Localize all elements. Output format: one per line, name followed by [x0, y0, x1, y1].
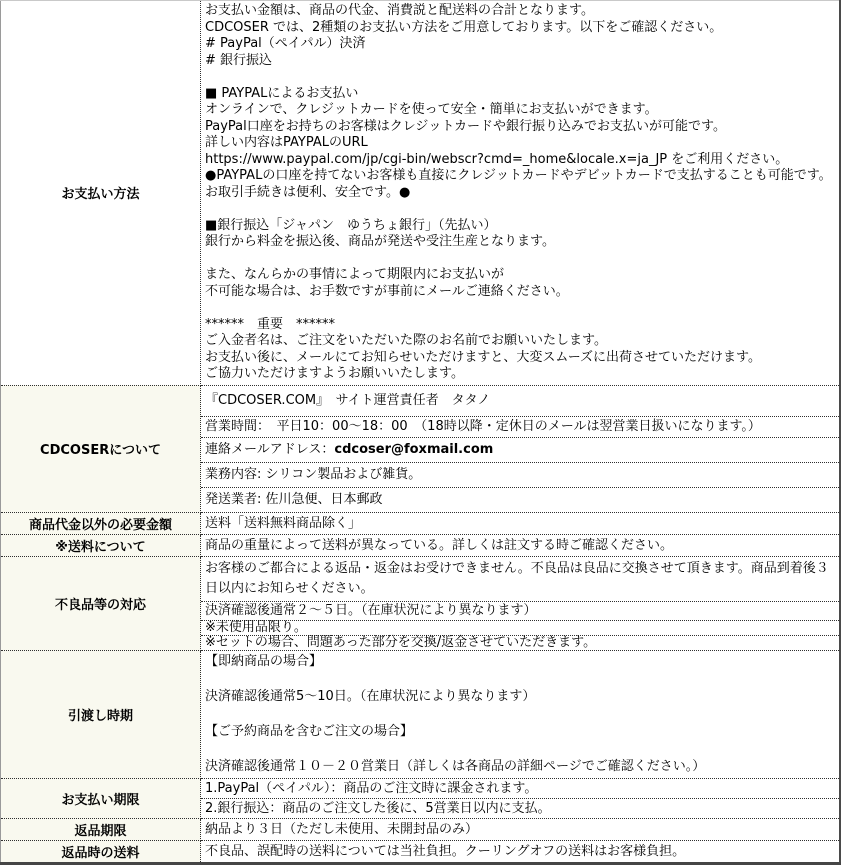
text-line: PayPal口座をお持ちのお客様はクレジットカードや銀行振り込みでお支払いが可能です。: [205, 118, 726, 134]
text-line: ■ PAYPALによるお支払い: [205, 85, 359, 101]
header-defective-items: 不良品等の対応: [1, 556, 201, 650]
text-line: 決済確認後通常１０－２０営業日（詳しくは各商品の詳細ページでご確認ください。）: [205, 759, 706, 775]
header-about-cdcoser: CDCOSERについて: [1, 385, 201, 512]
cell-payment-deadline: [201, 778, 841, 818]
table-row: [1, 385, 841, 512]
return-deadline-text: 納品より３日（ただし未使用、未開封品のみ）: [205, 821, 479, 837]
table-row: [1, 818, 841, 840]
shipping-note-text: 商品の重量によって送料が異なっている。詳しくは註文する時ご確認ください。: [205, 537, 674, 553]
header-delivery-time: 引渡し時期: [1, 650, 201, 778]
defective-processing-time-text: 決済確認後通常２～５日。（在庫状況により異なります）: [201, 602, 839, 621]
text-line: [205, 69, 835, 86]
contact-email-address: cdcoser@foxmail.com: [334, 441, 494, 457]
text-line: # PayPal（ペイパル）決済: [205, 36, 366, 51]
text-line: お支払い金額は、商品の代金、消費説と配送料の合計となります。: [205, 3, 594, 18]
text-line: [205, 670, 835, 688]
cell-return-deadline: [201, 818, 841, 840]
cell-return-shipping: [201, 840, 841, 863]
table-row: [1, 778, 841, 818]
cell-extra-fees: [201, 512, 841, 534]
extra-fees-text: 送料「送料無料商品除く」: [205, 515, 362, 531]
text-line: 決済確認後通常5～10日。（在庫状況により異なります）: [205, 688, 536, 704]
text-line: ご入金者名は、ご注文をいただいた際のお名前でお願いいたします。: [205, 333, 607, 348]
cell-delivery-time: [201, 650, 841, 778]
text-line: [205, 251, 835, 268]
header-payment-deadline: お支払い期限: [1, 778, 201, 818]
text-line: 【即納商品の場合】: [205, 653, 323, 669]
table-row: [1, 556, 841, 650]
text-line: [205, 705, 835, 723]
text-line: [205, 740, 835, 758]
text-line: また、なんらかの事情によって期限内にお支払いが: [205, 267, 505, 282]
text-line: ●PAYPALの口座を持てないお客様も直接にクレジットカードやデビットカードで支払することも可能です。: [205, 168, 832, 183]
text-line: ■銀行振込「ジャパン ゆうちょ銀行」（先払い）: [205, 217, 497, 233]
text-line: 不可能な場合は、お手数ですが事前にメールご連絡ください。: [205, 283, 569, 299]
header-return-deadline: 返品期限: [1, 818, 201, 840]
header-return-shipping: 返品時の送料: [1, 840, 201, 863]
text-line: 銀行から料金を振込後、商品が発送や受注生産となります。: [205, 234, 555, 249]
text-line: https://www.paypal.com/jp/cgi-bin/webscr?cmd=_home&locale.x=ja_JP をご利用ください。: [205, 151, 789, 167]
header-extra-fees: 商品代金以外の必要金額: [1, 512, 201, 534]
shipping-carrier-text: 発送業者: 佐川急便、日本郵政: [205, 491, 383, 507]
cell-defective-items: [201, 556, 841, 650]
text-line: ****** 重要 ******: [205, 316, 336, 332]
text-line: # 銀行振込: [205, 52, 273, 68]
text-line: お支払い後に、メールにてお知らせいただけますと、大変スムーズに出荷させていただけます。: [205, 349, 762, 365]
payment-method-text: [201, 1, 839, 385]
business-description-text: 業務内容: シリコン製品および雑貨。: [201, 463, 839, 488]
text-line: 【ご予約商品を含むご注文の場合】: [205, 723, 414, 739]
contact-email-label: 連絡メールアドレス：: [205, 441, 335, 457]
table-row: [1, 840, 841, 863]
bank-deadline-text: 2.銀行振込：商品のご注文した後に、5営業日以内に支払。: [205, 800, 551, 816]
business-hours-text: 営業時間： 平日10：00～18：00 （18時以降・定休日のメールは翌営業日扱いになります。）: [201, 417, 839, 438]
text-line: ご協力いただけますようお願いいたします。: [205, 366, 464, 381]
table-row: [1, 1, 841, 386]
defective-set-policy-text: ※セットの場合、問題あった部分を交換/返金させていただきます。: [205, 634, 597, 650]
defective-policy-text: お客様のご都合による返品・返金はお受けできません。不良品は良品に交換させて頂きます。商品到着後３日以内にお知らせください。: [201, 557, 839, 602]
return-shipping-text: 不良品、誤配時の送料については当社負担。クーリングオフの送料はお客様負担。: [205, 843, 686, 859]
table-row: [1, 534, 841, 556]
paypal-deadline-text: 1.PayPal（ペイパル）：商品のご注文時に課金されます。: [201, 779, 839, 799]
cell-about-cdcoser: [201, 385, 841, 512]
cell-shipping-note: [201, 534, 841, 556]
header-payment-method: お支払い方法: [1, 1, 201, 386]
text-line: CDCOSER では、2種類のお支払い方法をご用意しております。以下をご確認ください。: [205, 19, 723, 35]
site-owner-text: 『CDCOSER.COM』 サイト運営責任者 タタノ: [201, 386, 839, 417]
table-row: [1, 650, 841, 778]
text-line: 詳しい内容はPAYPALのURL: [205, 135, 368, 150]
delivery-time-text: [201, 651, 839, 778]
cell-payment-method: [201, 1, 841, 386]
text-line: [205, 300, 835, 317]
header-shipping-note: ※送料について: [1, 534, 201, 556]
text-line: [205, 201, 835, 218]
table-row: [1, 512, 841, 534]
text-line: お取引手続きは便利、安全です。●: [205, 184, 411, 200]
contact-email-row: [201, 438, 839, 463]
text-line: オンラインで、クレジットカードを使って安全・簡単にお支払いができます。: [205, 102, 658, 117]
defective-unused-only-text: ※未使用品限り。: [201, 621, 839, 636]
